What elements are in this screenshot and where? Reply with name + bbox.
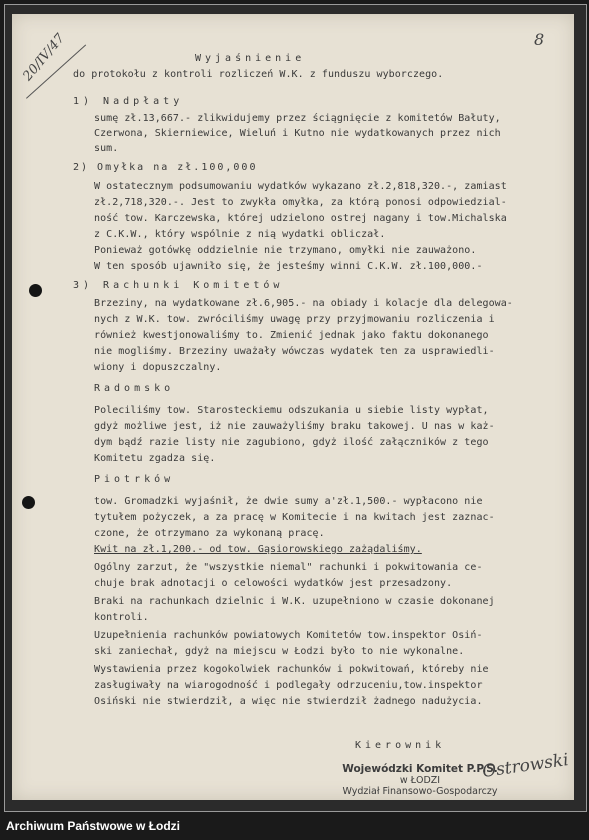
text-line: wiony i dopuszczalny. [94, 362, 222, 373]
text-line: ski zaniechał, gdyż na miejscu w Łodzi było to nie wykonalne. [94, 646, 465, 657]
archive-footer [0, 812, 589, 840]
text-line: Wystawienia przez kogokolwiek rachunków i pokwitowań, któreby nie [94, 664, 489, 675]
text-line: tow. Gromadzki wyjaśnił, że dwie sumy a'zł.1,500.- wypłacono nie [94, 496, 483, 507]
stamp-line: w ŁODZI [399, 775, 441, 786]
text-line: W ostatecznym podsumowaniu wydatków wykazano zł.2,818,320.-, zamiast [94, 181, 507, 192]
section-heading: 1) Nadpłaty [73, 96, 184, 107]
punch-hole-top [29, 284, 42, 297]
text-line: nie mogliśmy. Brzeziny uważały wówczas wydatek ten za usprawiedli- [94, 346, 495, 357]
text-line: z C.K.W., który wspólnie z nią wydatki obliczał. [94, 229, 386, 240]
text-line: Ogólny zarzut, że "wszystkie niemal" rachunki i pokwitowania ce- [94, 562, 483, 573]
subsection-heading: Piotrków [94, 474, 175, 485]
document-subtitle: do protokołu z kontroli rozliczeń W.K. z funduszu wyborczego. [73, 69, 444, 80]
page-number: 8 [534, 30, 545, 49]
text-line: Osiński nie stwierdził, a więc nie stwierdził żadnego nadużycia. [94, 696, 483, 707]
text-line: dym bądź razie listy nie zagubiono, gdyż ilość załączników z tego [94, 437, 489, 448]
text-line: Brzeziny, na wydatkowane zł.6,905.- na obiady i kolacje dla delegowa- [94, 298, 513, 309]
text-line: W ten sposób ujawniło się, że jesteśmy winni C.K.W. zł.100,000.- [94, 261, 483, 272]
stamp-line: Wydział Finansowo-Gospodarczy [342, 786, 498, 797]
stamp-line: Wojewódzki Komitet P.P.S. [342, 763, 498, 775]
text-line: gdyż możliwe jest, iż nie zauważyliśmy braku takowej. U nas w każ- [94, 421, 495, 432]
text-line: również kwestjonowaliśmy to. Zmienić jednak jako faktu dokonanego [94, 330, 489, 341]
text-line: ność tow. Karczewska, której udzielono ostrej nagany i tow.Michalska [94, 213, 507, 224]
closing-title: Kierownik [355, 740, 446, 751]
text-line: nych z W.K. tow. zwróciliśmy uwagę przy przyjmowaniu rozliczenia i [94, 314, 495, 325]
text-line: czone, że otrzymano za wykonaną pracę. [94, 528, 325, 539]
archive-name: Archiwum Państwowe w Łodzi [6, 819, 181, 833]
document-page [12, 14, 574, 800]
text-line: Komitetu zgadza się. [94, 453, 216, 464]
text-line: zł.2,718,320.-. Jest to zwykła omyłka, za którą ponosi odpowiedzial- [94, 197, 507, 208]
text-line: Czerwona, Skierniewice, Wieluń i Kutno nie wydatkowanych przez nich [94, 128, 501, 139]
subsection-heading: Radomsko [94, 383, 175, 394]
document-title: Wyjaśnienie [195, 53, 306, 64]
text-line: Kwit na zł.1,200.- od tow. Gąsiorowskiego zażądaliśmy. [94, 544, 422, 555]
text-line: tytułem pożyczek, a za pracę w Komitecie i na kwitach jest zaznac- [94, 512, 495, 523]
text-line: sumę zł.13,667.- zlikwidujemy przez ściągnięcie z komitetów Bałuty, [94, 113, 501, 124]
punch-hole-bottom [22, 496, 35, 509]
text-line: Uzupełnienia rachunków powiatowych Komitetów tow.inspektor Osiń- [94, 630, 483, 641]
signature: Ostrowski [481, 750, 570, 782]
handwritten-note: 20/IV/47 [20, 31, 69, 84]
text-line: chuje brak adnotacji o celowości wydatków jest przesadzony. [94, 578, 453, 589]
text-line: kontroli. [94, 612, 149, 623]
official-stamp [334, 764, 506, 797]
section-heading: 3) Rachunki Komitetów [73, 280, 284, 291]
text-line: sum. [94, 143, 119, 154]
text-line: Poleciliśmy tow. Starosteckiemu odszukania u siebie listy wypłat, [94, 405, 489, 416]
text-line: zasługiwały na wiarogodność i podlegały odrzuceniu,tow.inspektor [94, 680, 483, 691]
text-line: Braki na rachunkach dzielnic i W.K. uzupełniono w czasie dokonanej [94, 596, 495, 607]
text-line: Ponieważ gotówkę oddzielnie nie trzymano, omyłki nie zauważono. [94, 245, 477, 256]
section-heading: 2) Omyłka na zł.100,000 [73, 162, 258, 173]
